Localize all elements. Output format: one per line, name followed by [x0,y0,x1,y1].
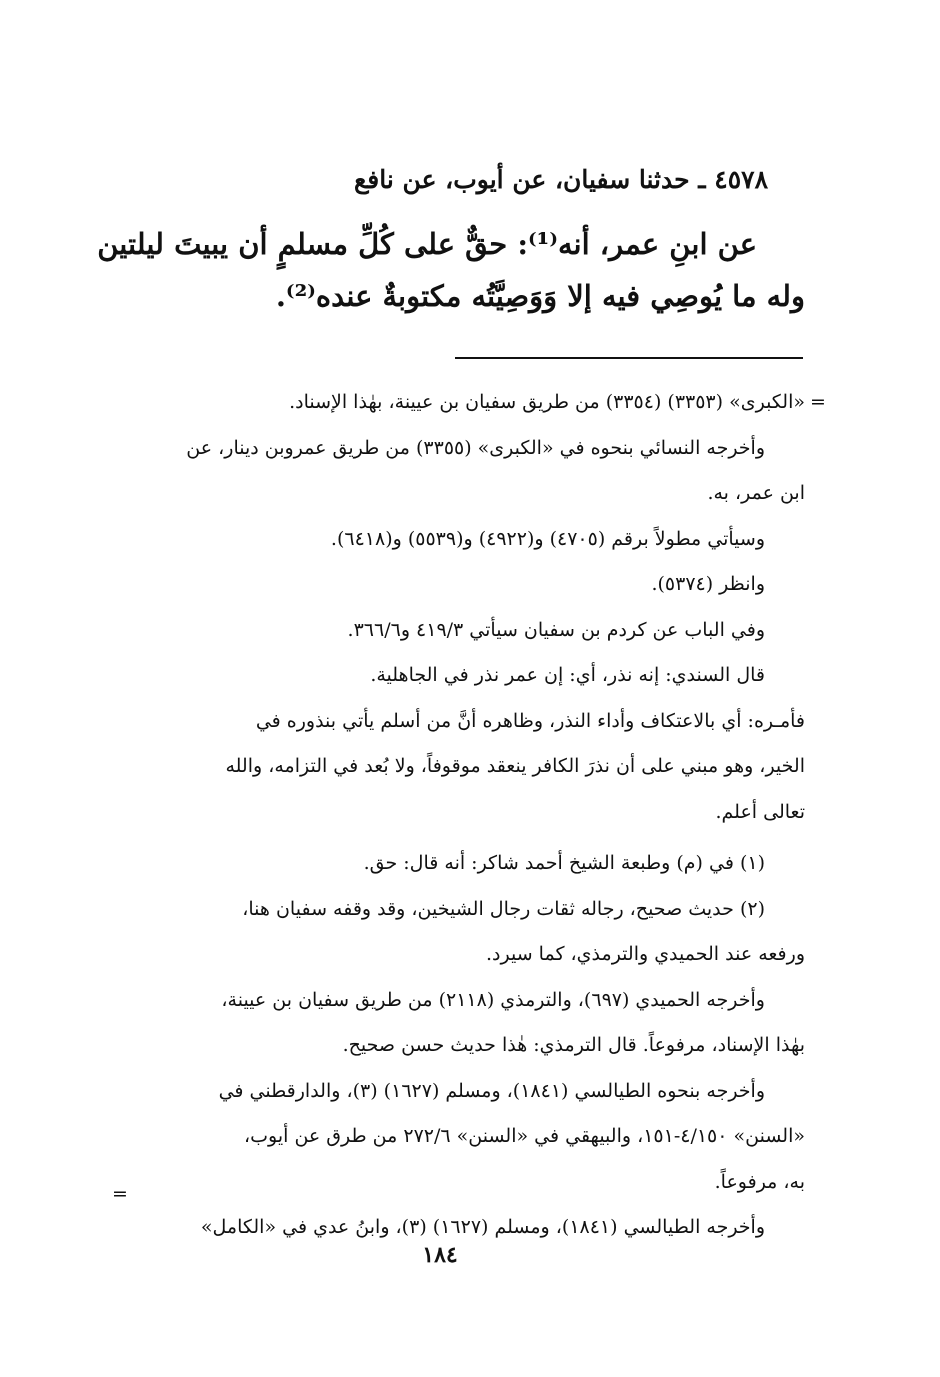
footnote-line: «السنن» ٤/١٥٠-١٥١، والبيهقي في «السنن» ٢٧٢/٦ من طرق عن أيوب، [244,1125,805,1147]
page-number: ١٨٤ [422,1242,458,1268]
footnotes [105,380,805,1251]
footnote-1: (١) في (م) وطبعة الشيخ أحمد شاكر: أنه قال: حق. [363,852,765,874]
hadith-line: عن ابنِ عمر، أنه⁽¹⁾: حقٌّ على كُلِّ مسلمٍ أن يبيتَ ليلتين [97,227,757,261]
continuation-mark: = [810,391,826,413]
hadith-number-line: ٤٥٧٨ ـ حدثنا سفيان، عن أيوب، عن نافع [354,165,768,194]
footnote-line: به، مرفوعاً. [714,1170,805,1193]
footnote-divider [455,357,803,359]
hadith-text [85,218,805,322]
end-continuation-mark: = [112,1183,128,1205]
footnote-line: بهٰذا الإسناد، مرفوعاً. قال الترمذي: هٰذا حديث حسن صحيح. [342,1034,805,1056]
footnote-line: وأخرجه الطيالسي (١٨٤١)، ومسلم (١٦٢٧) (٣)، وابنُ عدي في «الكامل» [200,1216,765,1238]
footnote-line: تعالى أعلم. [715,800,805,823]
footnote-2: (٢) حديث صحيح، رجاله ثقات رجال الشيخين، وقد وقفه سفيان هنا، [242,897,765,920]
footnote-line: فأمـره: أي بالاعتكاف وأداء النذر، وظاهره أنَّ من أسلم يأتي بنذوره في [255,709,805,732]
footnote-line: وأخرجه النسائي بنحوه في «الكبرى» (٣٣٥٥) من طريق عمروبن دينار، عن [186,436,765,459]
footnote-line: قال السندي: إنه نذر، أي: إن عمر نذر في الجاهلية. [370,664,765,686]
footnote-line: وانظر (٥٣٧٤). [651,573,765,595]
footnote-line: ابن عمر، به. [707,482,805,504]
footnote-line: «الكبرى» (٣٣٥٣) (٣٣٥٤) من طريق سفيان بن عيينة، بهٰذا الإسناد. [289,391,805,413]
footnote-line: الخير، وهو مبني على أن نذرَ الكافر ينعقد موقوفاً، ولا بُعد في التزامه، والله [225,755,805,777]
hadith-line: وله ما يُوصِي فيه إلا وَوَصِيَّتُه مكتوبةٌ عنده⁽²⁾. [275,279,805,313]
footnote-line: وأخرجه بنحوه الطيالسي (١٨٤١)، ومسلم (١٦٢٧) (٣)، والدارقطني في [218,1079,765,1102]
footnote-line: ورفعه عند الحميدي والترمذي، كما سيرد. [486,943,805,965]
footnote-line: وفي الباب عن كردم بن سفيان سيأتي ٤١٩/٣ و٣٦٦/٦. [347,618,765,641]
footnote-line: وسيأتي مطولاً برقم (٤٧٠٥) و(٤٩٢٢) و(٥٥٣٩) و(٦٤١٨). [330,527,765,550]
footnote-line: وأخرجه الحميدي (٦٩٧)، والترمذي (٢١١٨) من طريق سفيان بن عيينة، [221,988,765,1011]
